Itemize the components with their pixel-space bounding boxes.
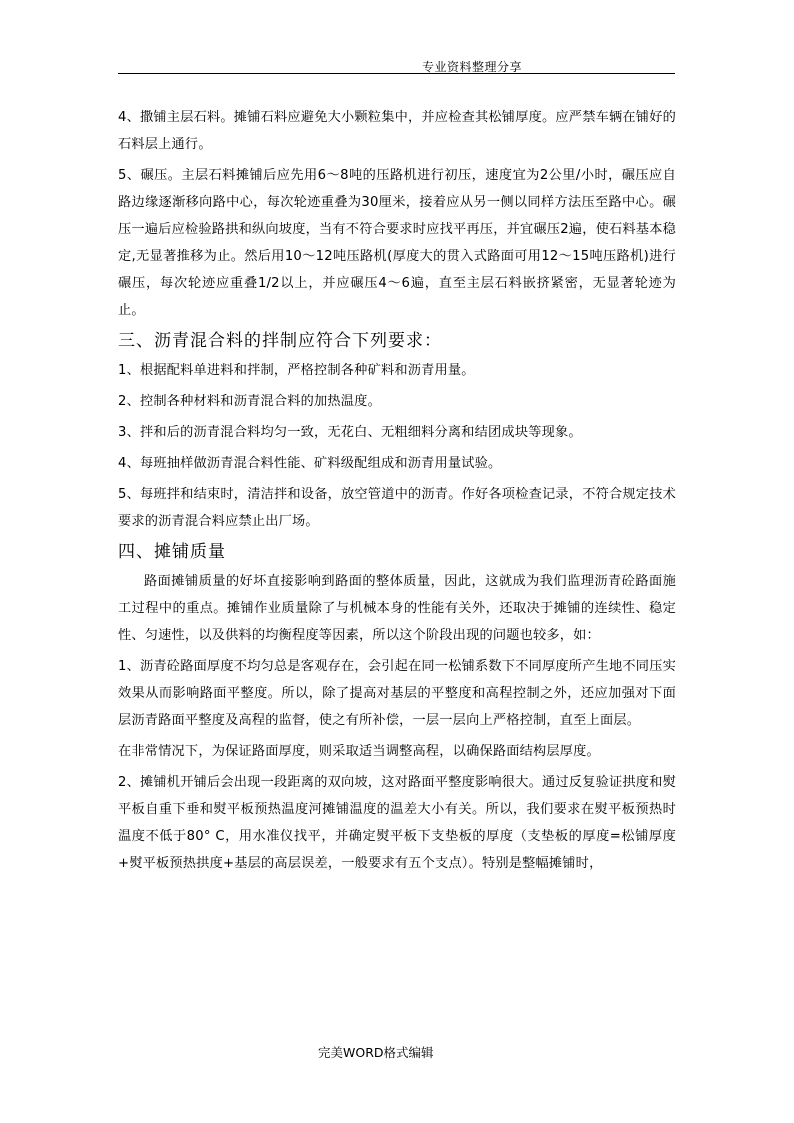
paragraph: 4、撒铺主层石料。摊铺石料应避免大小颗粒集中，并应检查其松铺厚度。应严禁车辆在铺好的石料层上通行。 (118, 110, 676, 152)
paragraph: 5、每班拌和结束时，清洁拌和设备，放空管道中的沥青。作好各项检查记录，不符合规定技术要求的沥青混合料应禁止出厂场。 (118, 487, 676, 529)
paragraph: 5、碾压。主层石料摊铺后应先用6～8吨的压路机进行初压，速度宜为2公里/小时，碾压应自路边缘逐渐移向路中心，每次轮迹重叠为30厘米，接着应从另一侧以同样方法压至路中心。碾压一遍后应检验路拱和纵向坡度，当有不符合要求时应找平再压，并宜碾压2遍，使石料基本稳定,无显著推移为止。然后用10～12吨压路机(厚度大的贯入式路面可用12～15吨压路机)进行碾压，每次轮迹应重叠1/2以上，并应碾压4～6遍，直至主层石料嵌挤紧密，无显著轮迹为止。 (118, 168, 676, 318)
paragraph: 1、根据配料单进料和拌制，严格控制各种矿料和沥青用量。 (118, 363, 475, 378)
document-body (118, 104, 676, 881)
section-heading: 三、沥青混合料的拌制应符合下列要求： (118, 331, 442, 351)
header-rule (118, 73, 675, 74)
section-heading: 四、摊铺质量 (118, 542, 226, 562)
paragraph: 1、沥青砼路面厚度不均匀总是客观存在，会引起在同一松铺系数下不同厚度所产生地不同压实效果从而影响路面平整度。所以，除了提高对基层的平整度和高程控制之外，还应加强对下面层沥青路面平整度及高程的监督，使之有所补偿，一层一层向上严格控制，直至上面层。 (118, 659, 676, 728)
paragraph: 3、拌和后的沥青混合料均匀一致，无花白、无粗细料分离和结团成块等现象。 (118, 425, 582, 440)
header-title: 专业资料整理分享 (421, 60, 522, 74)
paragraph: 在非常情况下，为保证路面厚度，则采取适当调整高程，以确保路面结构层厚度。 (118, 744, 600, 759)
paragraph: 2、摊铺机开铺后会出现一段距离的双向坡，这对路面平整度影响很大。通过反复验证拱度和熨平板自重下垂和熨平板预热温度河摊铺温度的温差大小有关。所以，我们要求在熨平板预热时温度不低于80° C，用水准仪找平，并确定熨平板下支垫板的厚度（支垫板的厚度=松铺厚度+熨平板预热拱度+基层的高层误差，一般要求有五个支点）。特别是整幅摊铺时， (118, 775, 676, 871)
paragraph: 2、控制各种材料和沥青混合料的加热温度。 (118, 394, 381, 409)
paragraph: 路面摊铺质量的好坏直接影响到路面的整体质量，因此，这就成为我们监理沥青砼路面施工过程中的重点。摊铺作业质量除了与机械本身的性能有关外，还取决于摊铺的连续性、稳定性、匀速性，以及供料的均衡程度等因素，所以这个阶段出现的问题也较多，如： (118, 574, 676, 643)
page-footer: 完美WORD格式编辑 (318, 1045, 434, 1060)
paragraph: 4、每班抽样做沥青混合料性能、矿料级配组成和沥青用量试验。 (118, 456, 502, 471)
